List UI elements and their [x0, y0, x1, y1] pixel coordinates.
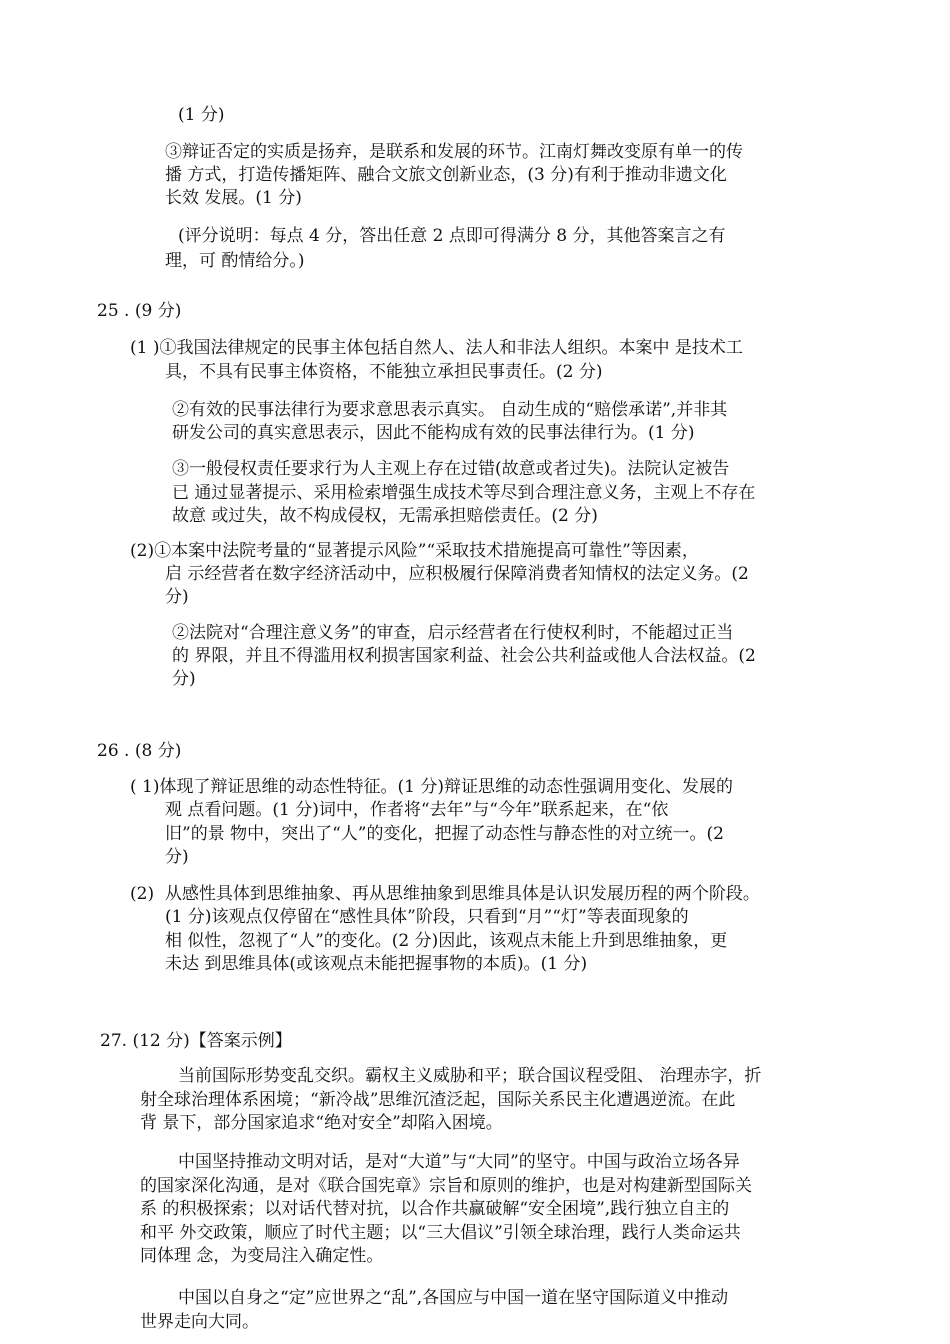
- q25-answer-line: ②法院对“合理注意义务”的审查，启示经营者在行使权利时，不能超过正当: [172, 623, 734, 643]
- q27-answer-line: 射全球治理体系困境；“新冷战”思维沉渣泛起，国际关系民主化遭遇逆流。在此: [140, 1090, 736, 1110]
- q25-answer-line: 故意 或过失，故不构成侵权，无需承担赔偿责任。(2 分): [172, 506, 598, 526]
- question-27-heading: 27. (12 分)【答案示例】: [100, 1031, 292, 1051]
- q27-answer-line: 中国坚持推动文明对话，是对“大道”与“大同”的坚守。中国与政治立场各异: [178, 1152, 740, 1172]
- q26-answer-line: (1 分)该观点仅停留在“感性具体”阶段，只看到“月”“灯”等表面现象的: [165, 907, 689, 927]
- point3-line: 长效 发展。(1 分): [165, 188, 302, 208]
- q26-answer-line: ( 1)体现了辩证思维的动态性特征。(1 分)辩证思维的动态性强调用变化、发展的: [130, 777, 733, 797]
- question-25-heading: 25 . (9 分): [97, 301, 182, 321]
- point3-line: ③辩证否定的实质是扬弃，是联系和发展的环节。江南灯舞改变原有单一的传: [165, 142, 743, 162]
- q25-answer-line: ③一般侵权责任要求行为人主观上存在过错(故意或者过失)。法院认定被告: [172, 459, 730, 479]
- q26-answer-line: 观 点看问题。(1 分)词中，作者将“去年”与“今年”联系起来，在“依: [165, 800, 669, 820]
- scoring-note-line: 理，可 酌情给分。): [165, 251, 305, 271]
- q27-answer-line: 和平 外交政策，顺应了时代主题；以“三大倡议”引领全球治理，践行人类命运共: [140, 1223, 741, 1243]
- q25-answer-line: 具，不具有民事主体资格，不能独立承担民事责任。(2 分): [165, 362, 603, 382]
- q25-answer-line: 分): [172, 669, 196, 689]
- q26-answer-line: 相 似性，忽视了“人”的变化。(2 分)因此，该观点未能上升到思维抽象，更: [165, 931, 728, 951]
- q27-answer-line: 中国以自身之“定”应世界之“乱”,各国应与中国一道在坚守国际道义中推动: [178, 1288, 729, 1308]
- q26-answer-line: 分): [165, 847, 189, 867]
- score-line: (1 分): [178, 105, 225, 125]
- q27-answer-line: 同体理 念，为变局注入确定性。: [140, 1246, 384, 1266]
- q25-answer-line: (1 )①我国法律规定的民事主体包括自然人、法人和非法人组织。本案中 是技术工: [130, 338, 743, 358]
- q25-answer-line: 分): [165, 587, 189, 607]
- q27-answer-line: 当前国际形势变乱交织。霸权主义威胁和平；联合国议程受阻、 治理赤字，折: [178, 1066, 762, 1086]
- question-26-heading: 26 . (8 分): [97, 741, 182, 761]
- q25-answer-line: 启 示经营者在数字经济活动中，应积极履行保障消费者知情权的法定义务。(2: [165, 564, 749, 584]
- q25-answer-line: 研发公司的真实意思表示，因此不能构成有效的民事法律行为。(1 分): [172, 423, 695, 443]
- point3-line: 播 方式，打造传播矩阵、融合文旅文创新业态，(3 分)有利于推动非遗文化: [165, 165, 727, 185]
- q25-answer-line: ②有效的民事法律行为要求意思表示真实。 自动生成的“赔偿承诺”,并非其: [172, 400, 728, 420]
- q27-answer-line: 背 景下，部分国家追求“绝对安全”却陷入困境。: [140, 1113, 503, 1133]
- scoring-note-line: (评分说明：每点 4 分，答出任意 2 点即可得满分 8 分，其他答案言之有: [178, 226, 726, 246]
- q25-answer-line: (2)①本案中法院考量的“显著提示风险”“采取技术措施提高可靠性”等因素，: [130, 541, 699, 561]
- q26-answer-line: 未达 到思维具体(或该观点未能把握事物的本质)。(1 分): [165, 954, 588, 974]
- q27-answer-line: 的国家深化沟通，是对《联合国宪章》宗旨和原则的维护，也是对构建新型国际关: [140, 1176, 752, 1196]
- q26-answer-line: 旧”的景 物中，突出了“人”的变化，把握了动态性与静态性的对立统一。(2: [165, 824, 724, 844]
- q26-answer-line: (2) 从感性具体到思维抽象、再从思维抽象到思维具体是认识发展历程的两个阶段。: [130, 884, 760, 904]
- q27-answer-line: 世界走向大同。: [140, 1312, 259, 1332]
- q27-answer-line: 系 的积极探索；以对话代替对抗，以合作共赢破解“安全困境”,践行独立自主的: [140, 1199, 730, 1219]
- q25-answer-line: 已 通过显著提示、采用检索增强生成技术等尽到合理注意义务，主观上不存在: [172, 483, 756, 503]
- q25-answer-line: 的 界限，并且不得滥用权利损害国家利益、社会公共利益或他人合法权益。(2: [172, 646, 756, 666]
